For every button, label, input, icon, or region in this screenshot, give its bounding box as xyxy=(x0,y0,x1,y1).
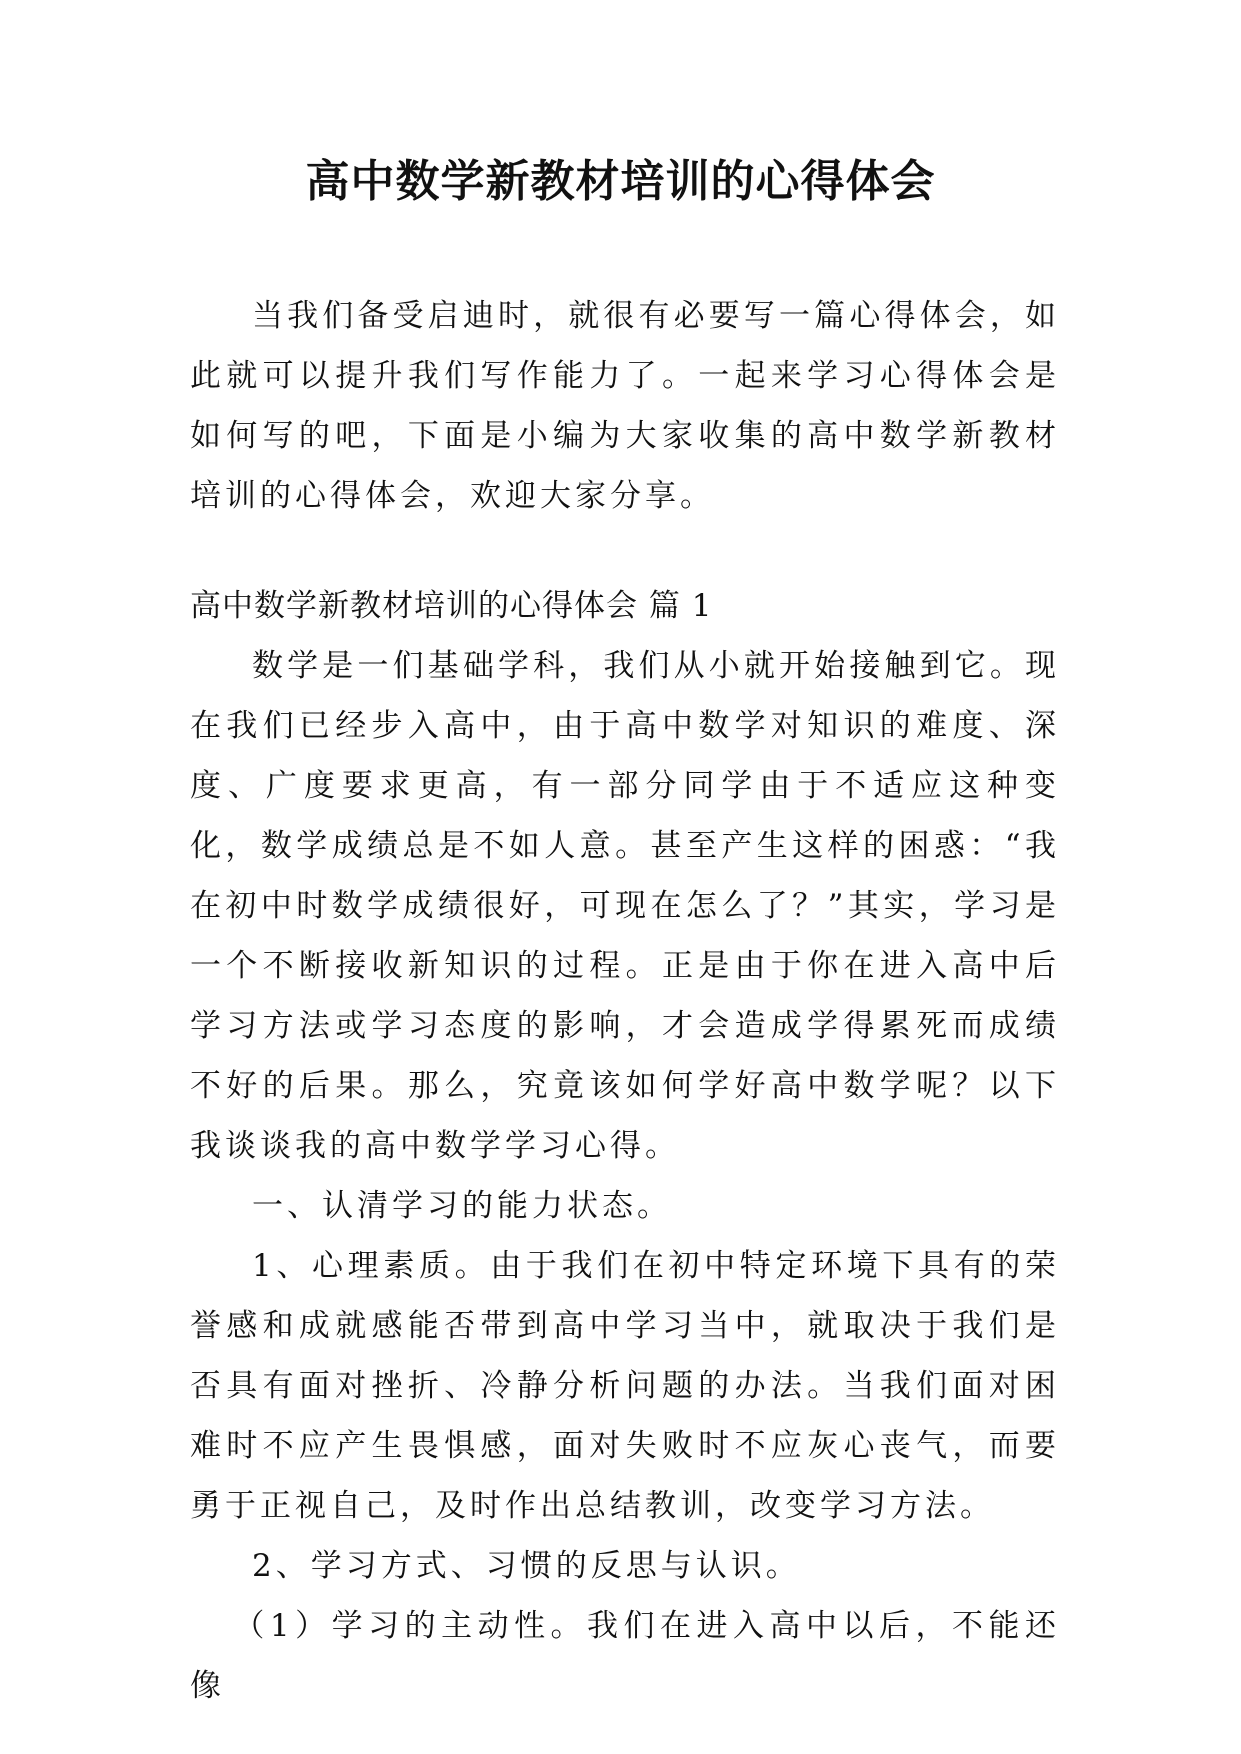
paragraph: 一、认清学习的能力状态。 xyxy=(252,1188,672,1224)
paragraph: （1）学习的主动性。我们在进入高中以后，不能还像 xyxy=(190,1608,1060,1704)
intro-paragraph: 当我们备受启迪时，就很有必要写一篇心得体会，如此就可以提升我们写作能力了。一起来学习心得体会是如何写的吧，下面是小编为大家收集的高中数学新教材培训的心得体会，欢迎大家分享。 xyxy=(190,298,1060,514)
paragraph: 1、心理素质。由于我们在初中特定环境下具有的荣誉感和成就感能否带到高中学习当中，就取决于我们是否具有面对挫折、冷静分析问题的办法。当我们面对困难时不应产生畏惧感，面对失败时不应灰心丧气，而要勇于正视自己，及时作出总结教训，改变学习方法。 xyxy=(190,1248,1060,1524)
section-content xyxy=(190,636,1060,1716)
intro-block xyxy=(190,286,1060,526)
paragraph: 2、学习方式、习惯的反思与认识。 xyxy=(252,1548,801,1584)
document-title: 高中数学新教材培训的心得体会 xyxy=(305,156,936,207)
paragraph: 数学是一们基础学科，我们从小就开始接触到它。现在我们已经步入高中，由于高中数学对知识的难度、深度、广度要求更高，有一部分同学由于不适应这种变化，数学成绩总是不如人意。甚至产生这样的困惑：“我在初中时数学成绩很好，可现在怎么了？”其实，学习是一个不断接收新知识的过程。正是由于你在进入高中后学习方法或学习态度的影响，才会造成学得累死而成绩不好的后果。那么，究竟该如何学好高中数学呢？以下我谈谈我的高中数学学习心得。 xyxy=(190,648,1060,1164)
section-heading: 高中数学新教材培训的心得体会 篇 1 xyxy=(190,588,713,624)
